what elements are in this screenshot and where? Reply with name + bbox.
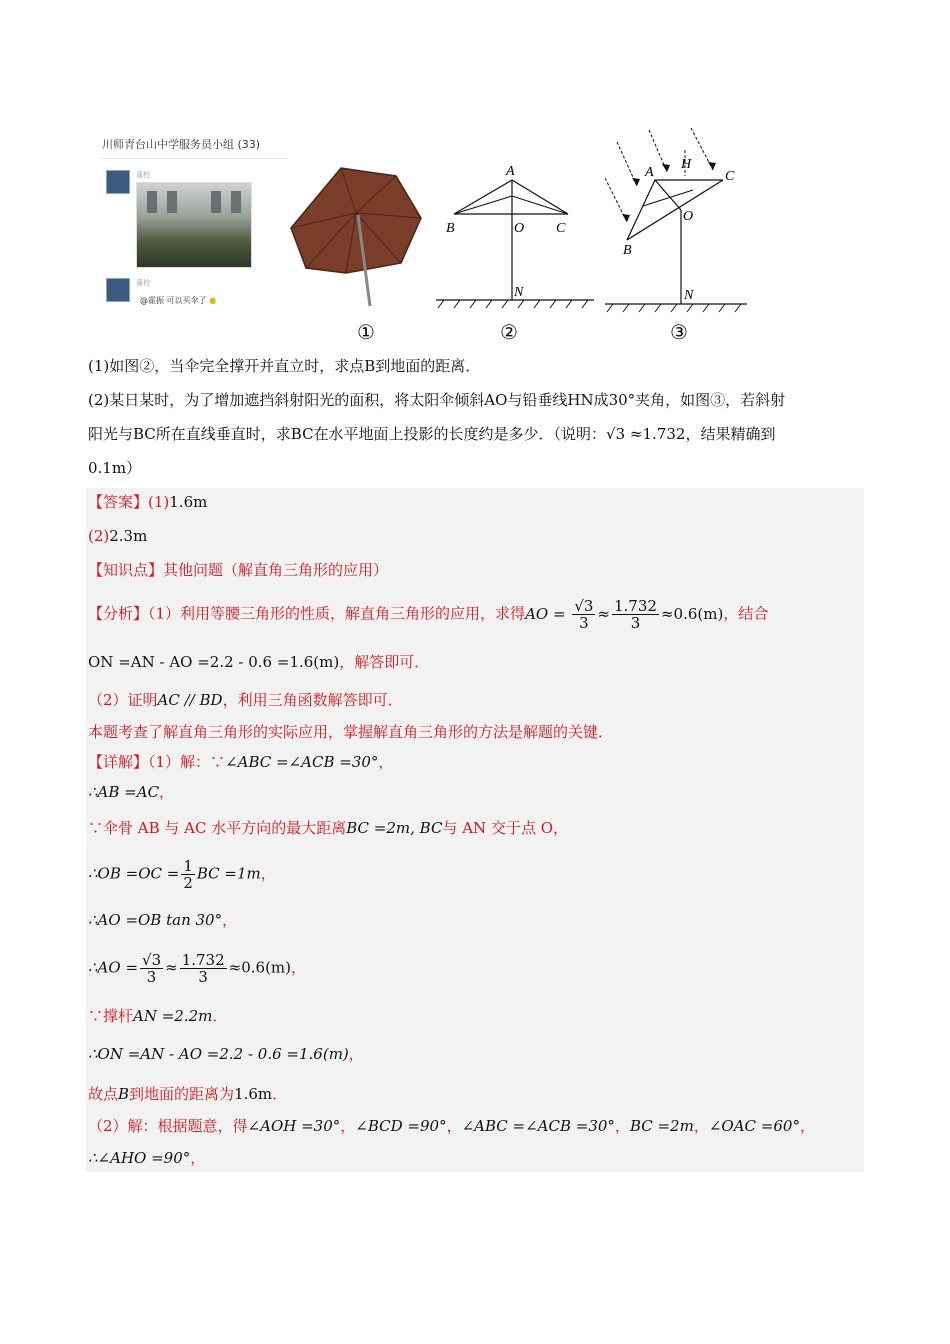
detail-line-7: ∵撑杆AN =2.2m． — [88, 1007, 228, 1025]
analysis-line-3: （2）证明AC // BD，利用三角函数解答即可． — [88, 691, 403, 709]
point-label: A — [645, 165, 654, 180]
chat-screenshot — [100, 128, 290, 308]
chat-sender: 蒲校 — [136, 171, 150, 179]
question-1: (1)如图②，当伞完全撑开并直立时，求点B到地面的距离． — [88, 357, 481, 375]
analysis-line-2: ON =AN - AO =2.2 - 0.6 =1.6(m)，解答即可． — [88, 653, 430, 671]
detail-line-11: ∴∠AHO =90°， — [88, 1149, 206, 1167]
knowledge-point: 【知识点】其他问题（解直角三角形的应用） — [88, 561, 389, 579]
chat-photo — [136, 182, 252, 268]
umbrella-drawing — [286, 158, 426, 308]
question-2-line1: (2)某日某时，为了增加遮挡斜射阳光的面积，将太阳伞倾斜AO与铅垂线HN成30°夹角，如图③，若斜射 — [88, 391, 786, 409]
chat-message: @霍振 可以买伞了 ● — [140, 296, 217, 305]
question-2-line2: 阳光与BC所在直线垂直时，求BC在水平地面上投影的长度约是多少．（说明：√3 ≈1.732，结果精确到 — [88, 425, 776, 443]
figure-3-diagram — [605, 128, 755, 318]
chat-sender: 蒲校 — [136, 279, 150, 287]
point-label: B — [623, 243, 632, 258]
answer-line-2: (2)2.3m — [88, 527, 148, 545]
point-label: N — [684, 288, 694, 303]
detail-line-8: ∴ON =AN - AO =2.2 - 0.6 =1.6(m)， — [88, 1045, 364, 1063]
point-label: O — [683, 209, 694, 224]
figure-label: ① — [357, 320, 375, 344]
answer-line-1: 【答案】(1)1.6m — [88, 493, 208, 511]
detail-line-1: 【详解】（1）解：∵∠ABC =∠ACB =30°， — [88, 753, 394, 771]
detail-line-5: ∴AO =OB tan 30°， — [88, 911, 238, 929]
figure-label: ③ — [670, 320, 688, 344]
avatar — [106, 170, 130, 194]
point-label: N — [514, 285, 524, 300]
figure-2-diagram — [436, 162, 600, 318]
point-label: C — [725, 169, 735, 184]
figure-label: ② — [500, 320, 518, 344]
point-label: B — [446, 221, 455, 236]
chat-title: 川师青台山中学服务员小组 (33) — [102, 138, 261, 151]
point-label: O — [514, 221, 525, 236]
detail-line-9: 故点B到地面的距离为1.6m． — [88, 1085, 288, 1103]
detail-line-6: ∴AO = $\frac{√3}{3}$ ≈ $\frac{1.732}{3}$ ≈0.6(m)， — [88, 951, 307, 986]
detail-line-4: ∴OB =OC = $\frac{1}{2}$ BC =1m， — [88, 857, 276, 892]
avatar — [106, 278, 130, 302]
detail-line-3: ∵伞骨 AB 与 AC 水平方向的最大距离BC =2m, BC与 AN 交于点 O， — [88, 819, 569, 837]
figure-row — [100, 128, 760, 348]
detail-line-2: ∴AB =AC， — [88, 783, 175, 801]
detail-line-10: （2）解：根据题意，得∠AOH =30°，∠BCD =90°，∠ABC =∠ACB =30°，BC =2m，∠OAC =60°， — [88, 1117, 815, 1135]
analysis-summary: 本题考查了解直角三角形的实际应用，掌握解直角三角形的方法是解题的关键． — [88, 723, 614, 741]
question-2-line3: 0.1m） — [88, 459, 142, 477]
point-label: C — [556, 221, 566, 236]
point-label: H — [681, 157, 692, 172]
point-label: A — [506, 164, 515, 179]
analysis-line-1: 【分析】（1）利用等腰三角形的性质，解直角三角形的应用，求得AO = $\frac{√3}{3}$ ≈ $\frac{1.732}{3}$ ≈0.6(m)，结合 — [88, 597, 769, 632]
divider — [100, 158, 288, 159]
